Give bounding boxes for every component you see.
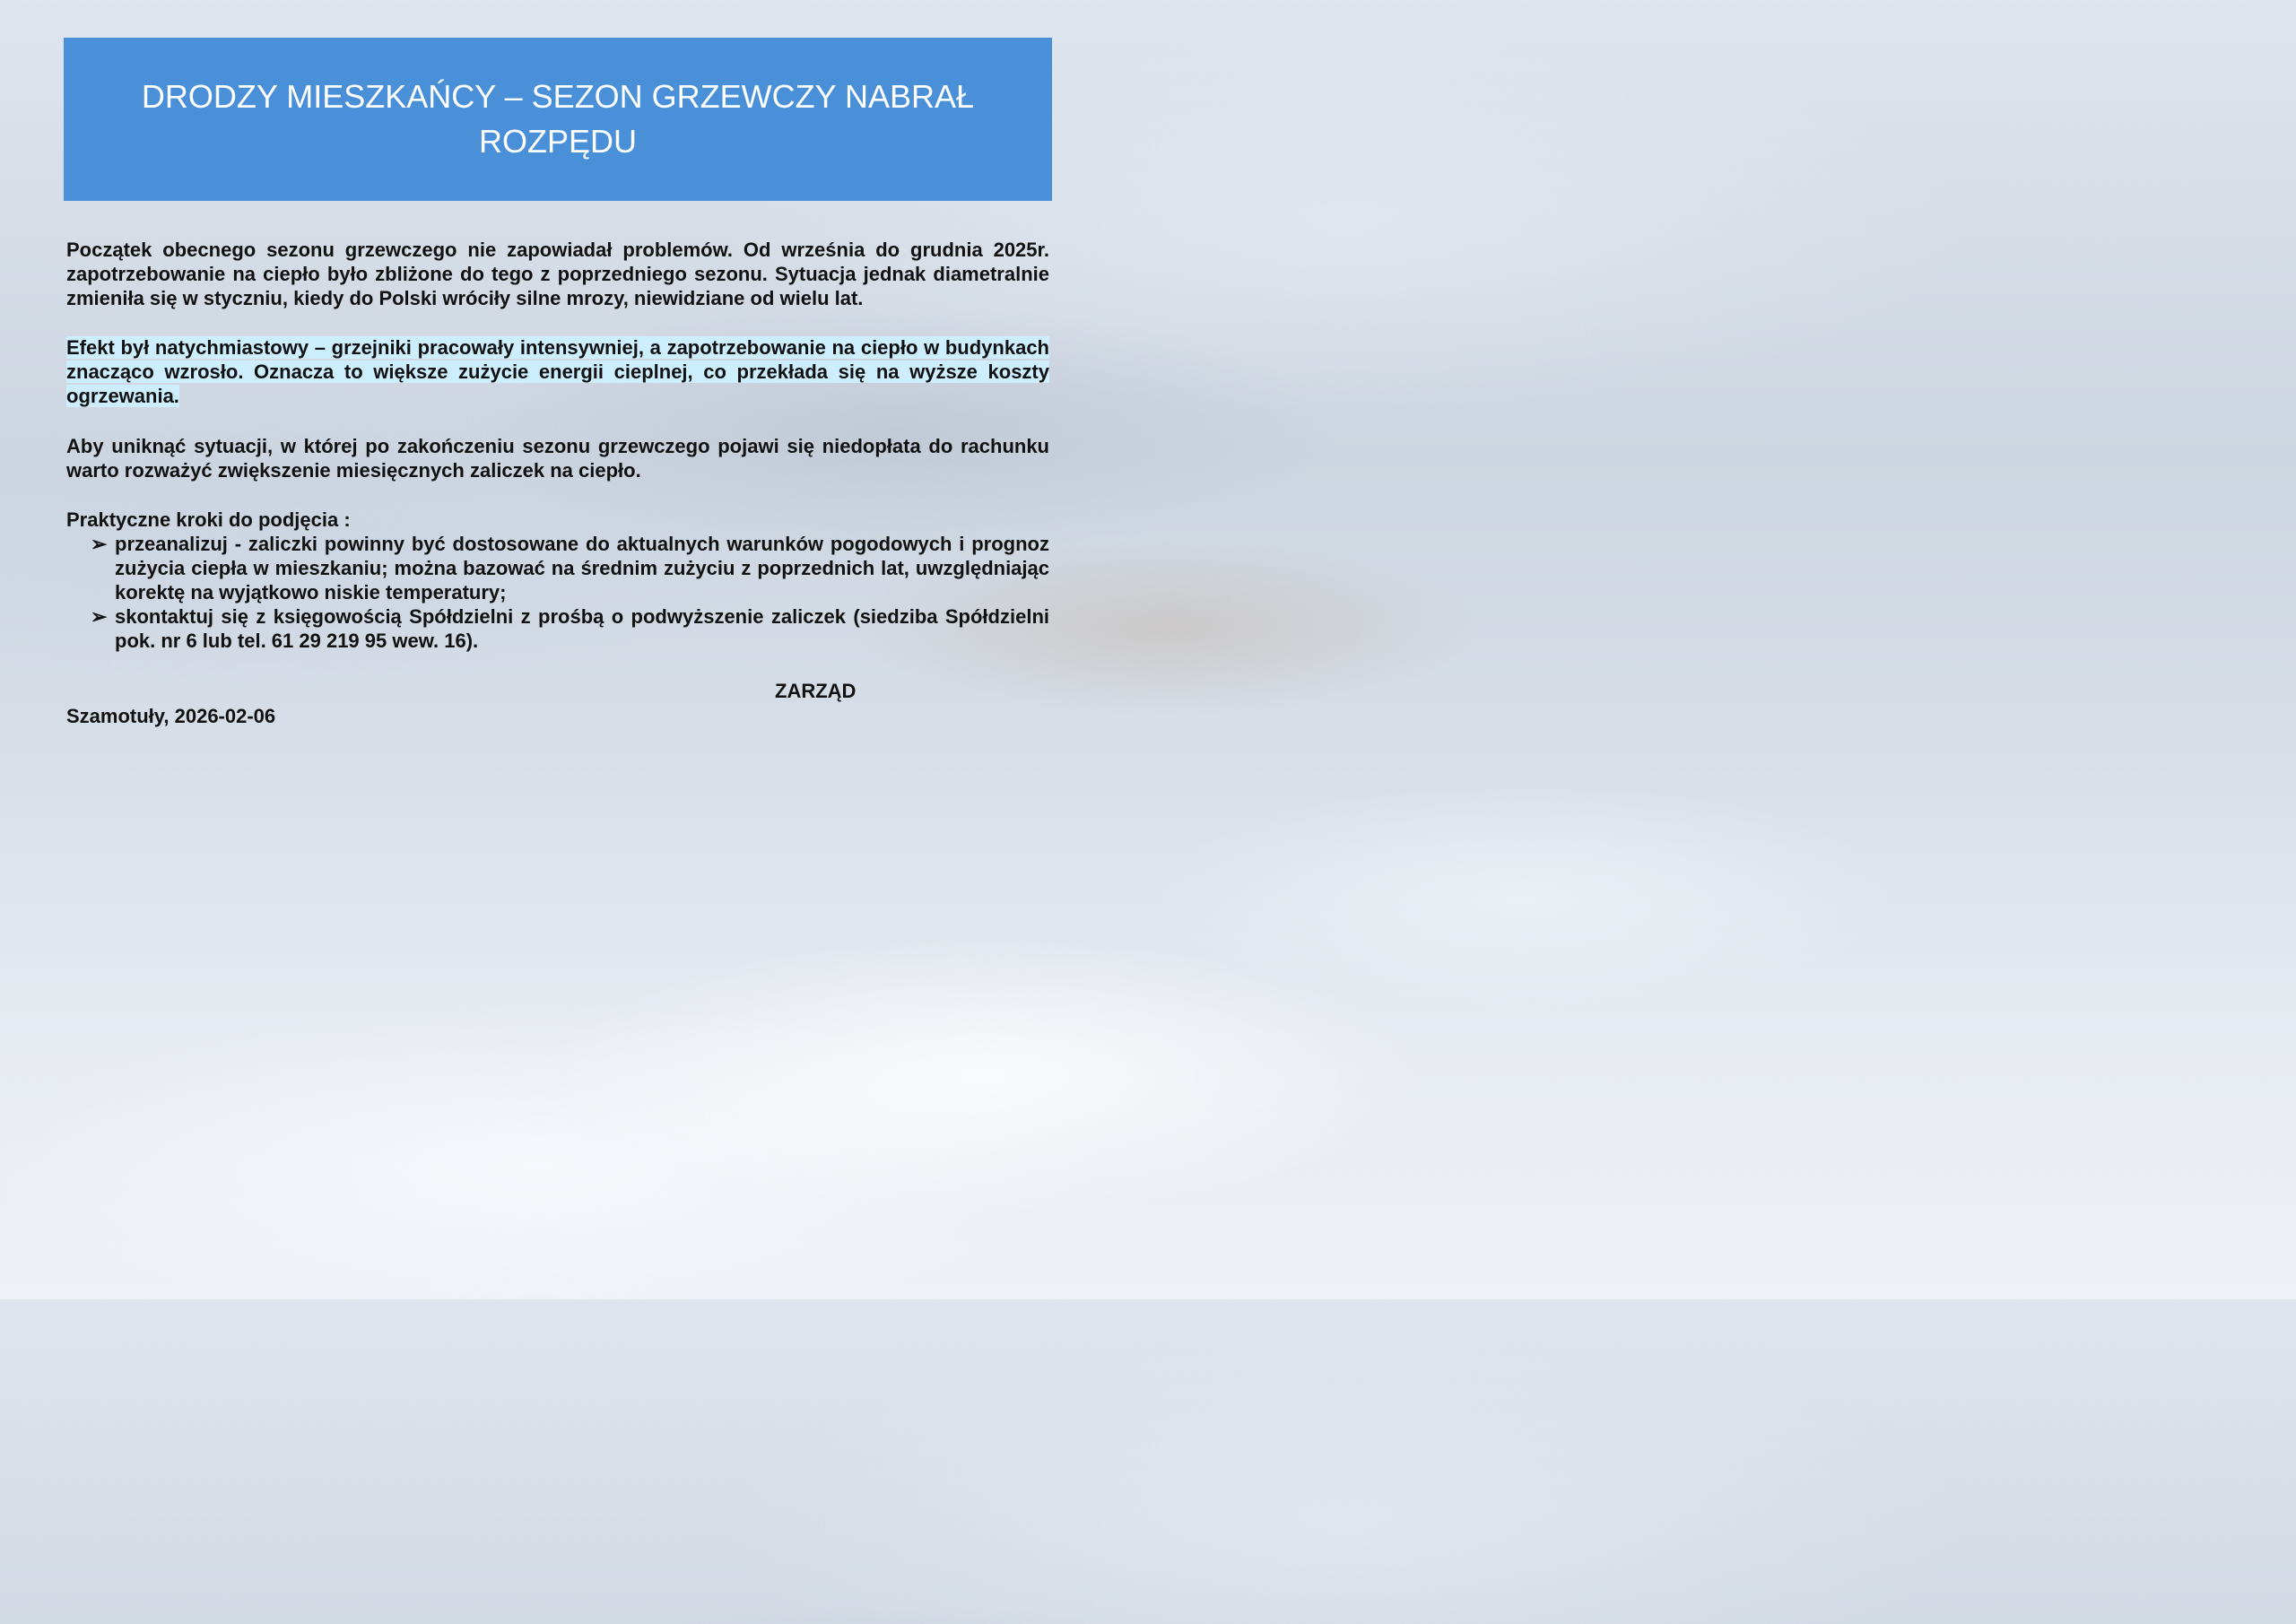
steps-heading: Praktyczne kroki do podjęcia : (66, 508, 351, 531)
paragraph-effect (66, 335, 1049, 408)
place-date: Szamotuły, 2026-02-06 (66, 705, 276, 727)
arrow-bullet-icon: ➢ (91, 605, 108, 628)
list-item-text: przeanalizuj - zaliczki powinny być dostosowane do aktualnych warunków pogodowych i prognoz zużycia ciepła w mieszkaniu; można bazować na średnim zużyciu z poprzednich lat, uwzględniając korektę na wyjątkowo niskie temperatury; (115, 533, 1049, 604)
signature: ZARZĄD (775, 680, 857, 702)
steps-list (66, 532, 1049, 653)
paragraph-text (66, 335, 1049, 408)
paragraph-text: Aby uniknąć sytuacji, w której po zakończeniu sezonu grzewczego pojawi się niedopłata do rachunku warto rozważyć zwiększenie miesięcznych zaliczek na ciepło. (66, 435, 1049, 482)
page-title: DRODZY MIESZKAŃCY – SEZON GRZEWCZY NABRAŁ ROZPĘDU (141, 78, 975, 160)
list-item-text: skontaktuj się z księgowością Spółdzielni z prośbą o podwyższenie zaliczek (siedziba Spółdzielni pok. nr 6 lub tel. 61 29 219 95 wew. 16). (115, 605, 1049, 652)
paragraph-intro (66, 238, 1049, 310)
highlighted-text: Efekt był natychmiastowy – grzejniki pracowały intensywniej, a zapotrzebowanie na ciepło w budynkach znacząco wzrosło. Oznacza to większe zużycie energii cieplnej, co przekłada się na wyższe koszty ogrzewania. (66, 336, 1049, 407)
list-item (66, 604, 1049, 653)
title-banner (64, 38, 1052, 201)
paragraph-advice (66, 434, 1049, 482)
paragraph-text: Początek obecnego sezonu grzewczego nie zapowiadał problemów. Od września do grudnia 2025r. zapotrzebowanie na ciepło było zbliżone do tego z poprzedniego sezonu. Sytuacja jednak diametralnie zmieniła się w styczniu, kiedy do Polski wróciły silne mrozy, niewidziane od wielu lat. (66, 239, 1049, 309)
list-item (66, 532, 1049, 604)
arrow-bullet-icon: ➢ (91, 533, 108, 555)
